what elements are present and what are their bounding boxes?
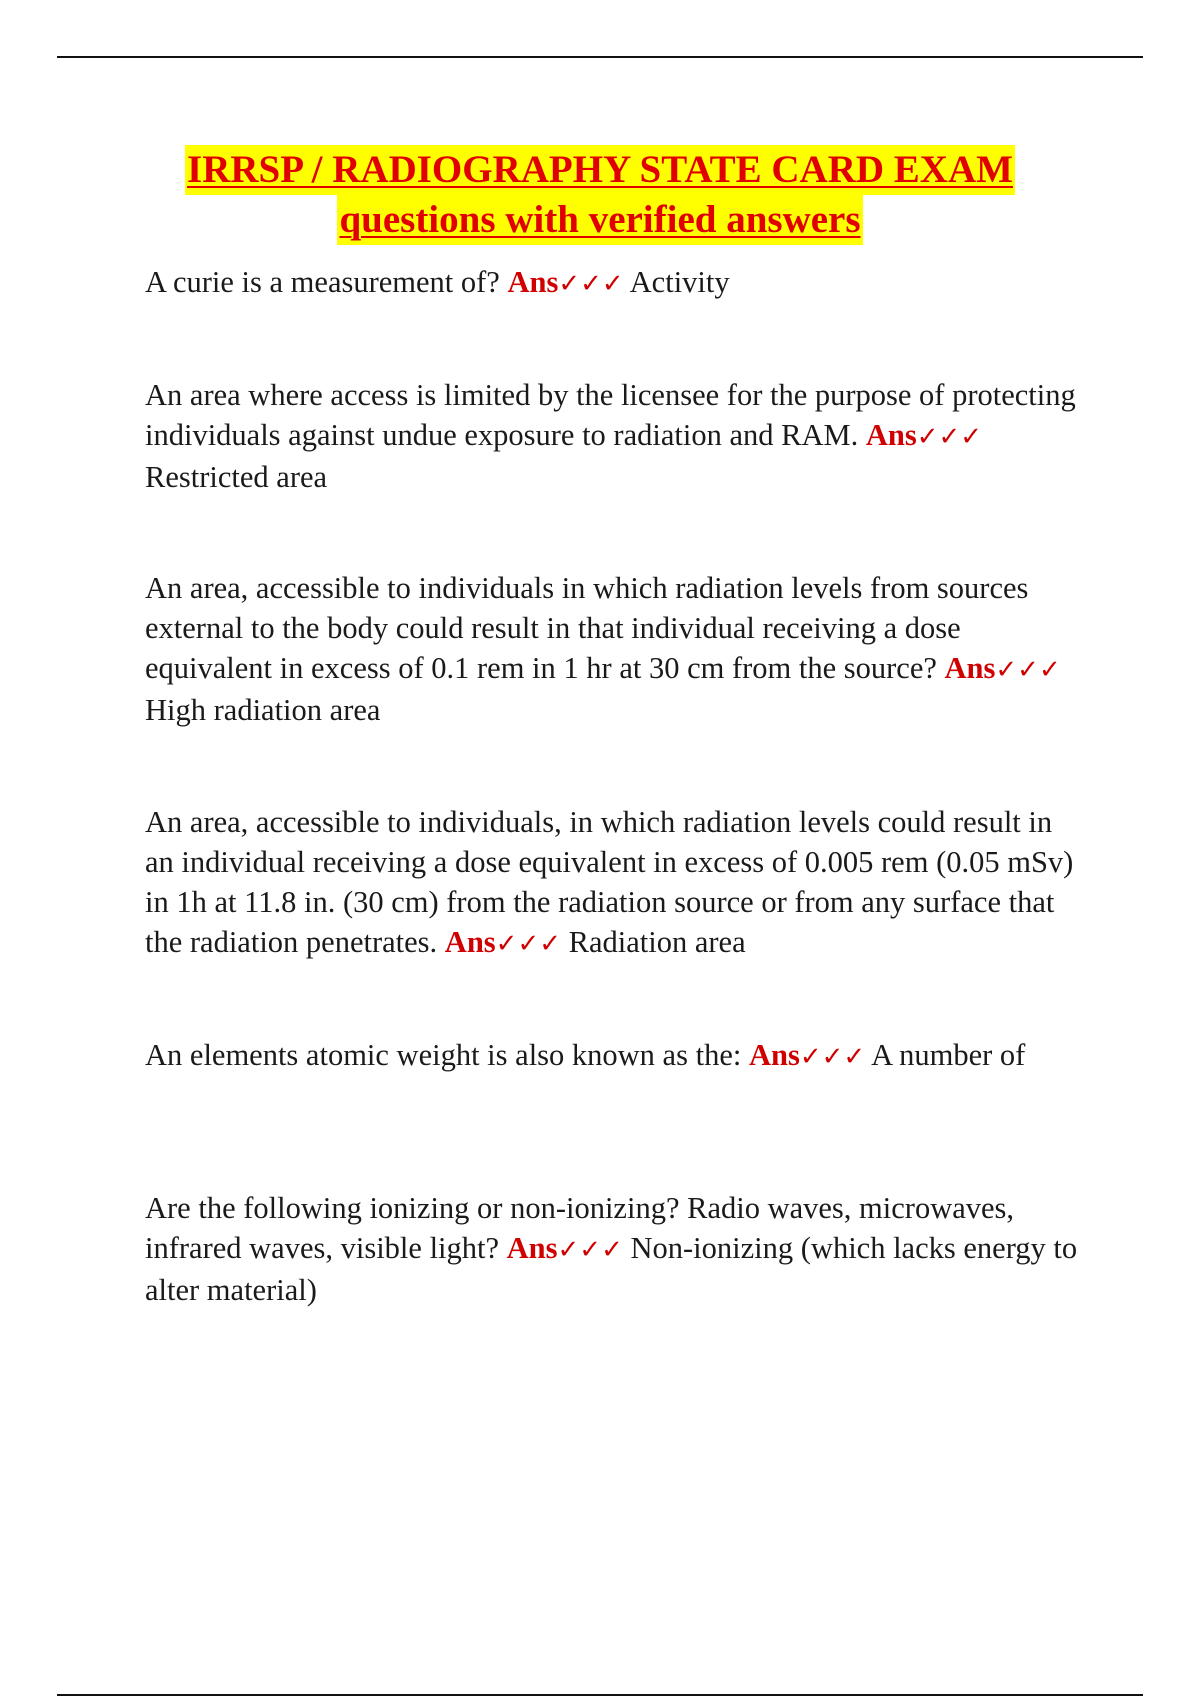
qa-item xyxy=(145,802,1085,964)
check-marks-icon: ✓✓✓ xyxy=(995,655,1061,685)
qa-item xyxy=(145,1188,1085,1310)
qa-item xyxy=(145,375,1085,497)
check-marks-icon: ✓✓✓ xyxy=(495,929,562,959)
ans-label: Ans xyxy=(748,1038,800,1072)
ans-label: Ans xyxy=(944,651,996,685)
question-text: An area where access is limited by the licensee for the purpose of protecting individuals against undue exposure to radiation and RAM. xyxy=(145,378,1076,452)
answer-text: Non-ionizing (which lacks energy to alter material) xyxy=(145,1231,1078,1307)
title-line-2: questions with verified answers xyxy=(337,195,862,245)
qa-item xyxy=(145,568,1085,730)
check-marks-icon: ✓✓✓ xyxy=(558,269,624,299)
answer-text: Radiation area xyxy=(568,925,746,959)
check-marks-icon: ✓✓✓ xyxy=(557,1235,623,1265)
bottom-rule xyxy=(57,1694,1143,1696)
answer-text: Activity xyxy=(629,265,730,299)
ans-label: Ans xyxy=(506,1231,558,1265)
question-text: Are the following ionizing or non-ionizing? Radio waves, microwaves, infrared waves, visible light? xyxy=(145,1191,1015,1265)
answer-text: High radiation area xyxy=(145,693,381,727)
qa-item xyxy=(145,1035,1085,1077)
top-rule xyxy=(57,56,1143,58)
ans-label: Ans xyxy=(444,925,496,959)
question-text: An area, accessible to individuals, in which radiation levels could result in an individual receiving a dose equivalent in excess of 0.005 rem (0.05 mSv) in 1h at 11.8 in. (30 cm) from the radiation source or from any surface that the radiation penetrates. xyxy=(145,805,1074,959)
ans-label: Ans xyxy=(507,265,559,299)
document-title xyxy=(0,145,1200,245)
qa-item xyxy=(145,262,1085,304)
ans-label: Ans xyxy=(865,418,917,452)
question-text: An area, accessible to individuals in which radiation levels from sources external to the body could result in that individual receiving a dose equivalent in excess of 0.1 rem in 1 hr at 30 cm from the source? xyxy=(145,571,1029,685)
answer-text: A number of xyxy=(871,1038,1026,1072)
question-text: An elements atomic weight is also known as the: xyxy=(145,1038,742,1072)
question-text: A curie is a measurement of? xyxy=(145,265,500,299)
check-marks-icon: ✓✓✓ xyxy=(916,422,983,452)
check-marks-icon: ✓✓✓ xyxy=(799,1042,866,1072)
title-line-1: IRRSP / RADIOGRAPHY STATE CARD EXAM xyxy=(185,145,1015,195)
answer-text: Restricted area xyxy=(145,460,328,494)
